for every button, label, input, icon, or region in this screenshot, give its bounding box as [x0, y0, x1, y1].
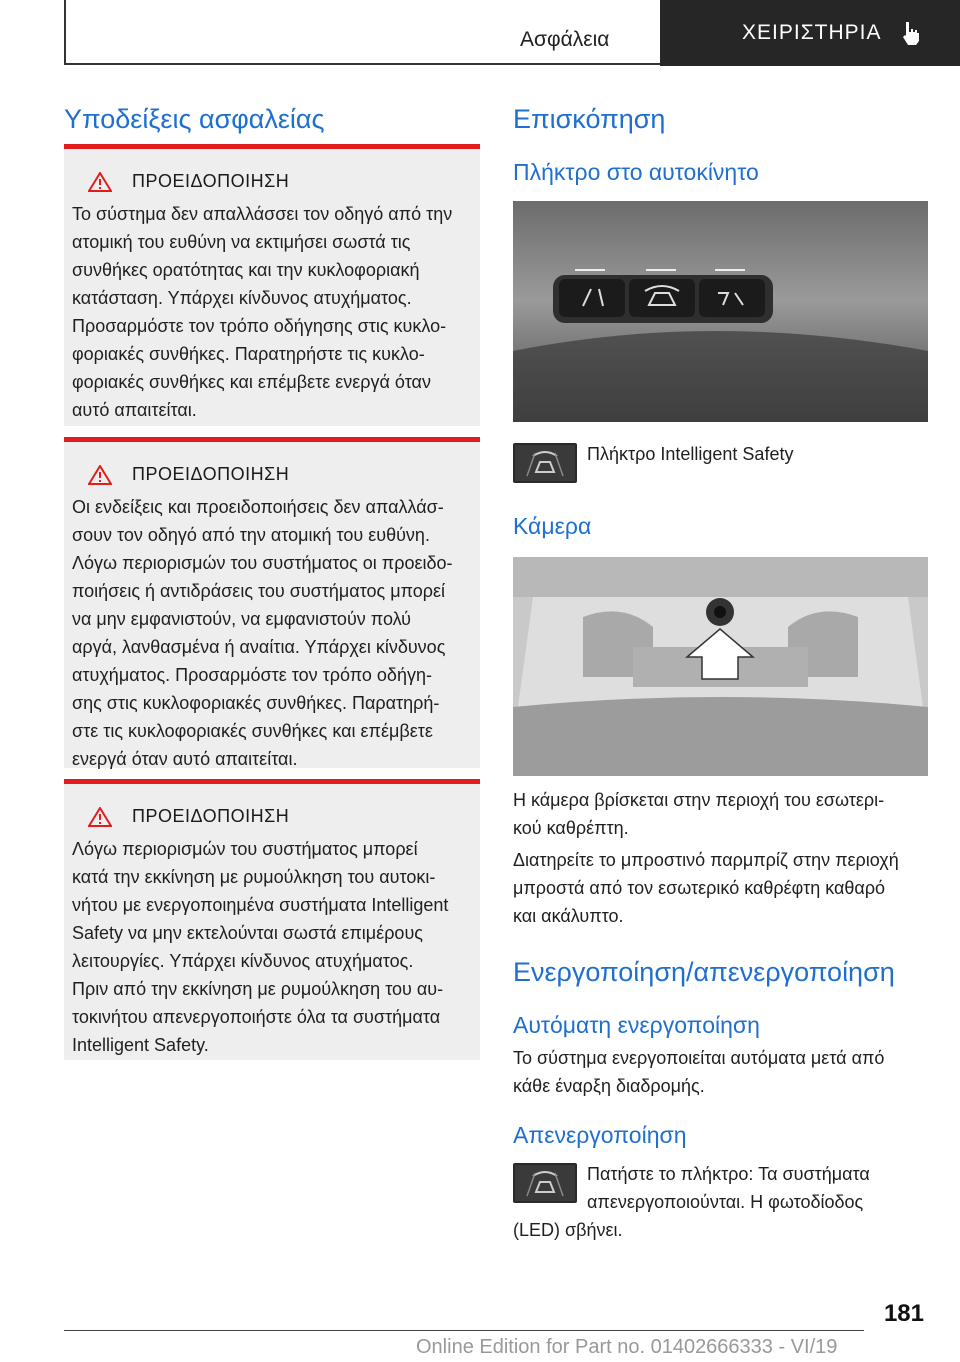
- deactivation-line: (LED) σβήνει.: [513, 1220, 623, 1240]
- left-column-title: Υποδείξεις ασφαλείας: [64, 104, 325, 134]
- warning-line: Λόγω περιορισμών του συστήματος οι προειδο-: [72, 553, 453, 573]
- camera-text-line: Η κάμερα βρίσκεται στην περιοχή του εσωτερι-: [513, 790, 885, 810]
- footer-edition: Online Edition for Part no. 01402666333 - VI/19: [416, 1336, 838, 1358]
- header-chapter-label: ΧΕΙΡΙΣΤΗΡΙΑ: [742, 21, 882, 44]
- warning-line: ποιήσεις ή αντιδράσεις του συστήματος μπορεί: [72, 581, 446, 601]
- warning-line: Πριν από την εκκίνηση με ρυμούλκηση του αυ-: [72, 979, 444, 999]
- warning-box-3: [64, 779, 480, 1060]
- button-heading: Πλήκτρο στο αυτοκίνητο: [513, 159, 759, 185]
- camera-text-line: κού καθρέπτη.: [513, 818, 629, 838]
- warning-line: νήτου με ενεργοποιημένα συστήματα Intelligent: [72, 895, 449, 915]
- page-number: 181: [883, 1300, 924, 1327]
- warning-line: ατυχήματος. Προσαρμόστε τον τρόπο οδήγη-: [72, 665, 432, 685]
- intelligent-safety-button-icon: [513, 443, 577, 483]
- camera-photo: [513, 557, 928, 776]
- auto-text-line: κάθε έναρξη διαδρομής.: [513, 1076, 705, 1096]
- warning-line: λειτουργίες. Υπάρχει κίνδυνος ατυχήματος.: [72, 951, 414, 971]
- warning-header: [72, 171, 472, 192]
- warning-triangle-icon: [88, 465, 112, 485]
- warning-line: στε τις κυκλοφοριακές συνθήκες και επέμβετε: [72, 721, 433, 741]
- hand-pointer-icon: [900, 20, 922, 46]
- warning-line: Οι ενδείξεις και προειδοποιήσεις δεν απαλλάσ-: [72, 497, 444, 517]
- warning-header: [72, 806, 472, 827]
- warning-line: Προσαρμόστε τον τρόπο οδήγησης στις κυκλο-: [72, 316, 447, 336]
- camera-text-line: και ακάλυπτο.: [513, 906, 624, 926]
- warning-line: συνθήκες ορατότητας και την κυκλοφοριακή: [72, 260, 420, 280]
- warning-triangle-icon: [88, 807, 112, 827]
- auto-heading: Αυτόματη ενεργοποίηση: [513, 1012, 760, 1038]
- warning-header: [72, 464, 472, 485]
- warning-line: αργά, λανθασμένα ή αναίτια. Υπάρχει κίνδυνος: [72, 637, 446, 657]
- overview-title: Επισκόπηση: [513, 104, 666, 134]
- warning-line: κατά την εκκίνηση με ρυμούλκηση του αυτοκι-: [72, 867, 436, 887]
- warning-label: ΠΡΟΕΙΔΟΠΟΙΗΣΗ: [132, 464, 290, 484]
- onoff-title: Ενεργοποίηση/απενεργοποίηση: [513, 957, 895, 987]
- camera-heading: Κάμερα: [513, 513, 592, 539]
- camera-text-line: Διατηρείτε το μπροστινό παρμπρίζ στην περιοχή: [513, 850, 899, 870]
- camera-text-line: μπροστά από τον εσωτερικό καθρέφτη καθαρό: [513, 878, 886, 898]
- warning-text: [72, 200, 472, 424]
- auto-text: [513, 1044, 884, 1100]
- warning-line: Το σύστημα δεν απαλλάσσει τον οδηγό από την: [72, 204, 453, 224]
- button-panel-photo: [513, 201, 928, 422]
- warning-line: φοριακές συνθήκες. Παρατηρήστε τις κυκλο-: [72, 344, 425, 364]
- warning-label: ΠΡΟΕΙΔΟΠΟΙΗΣΗ: [132, 806, 290, 826]
- warning-line: σης στις κυκλοφοριακές συνθήκες. Παρατηρή-: [72, 693, 440, 713]
- warning-line: αυτό απαιτείται.: [72, 400, 197, 420]
- button-caption: Πλήκτρο Intelligent Safety: [587, 444, 794, 464]
- warning-box-2: [64, 437, 480, 768]
- warning-line: ενεργά όταν αυτό απαιτείται.: [72, 749, 298, 769]
- warning-line: Safety να μην εκτελούνται σωστά επιμέρους: [72, 923, 423, 943]
- warning-line: Intelligent Safety.: [72, 1035, 209, 1055]
- footer-rule: [64, 1330, 864, 1331]
- auto-text-line: Το σύστημα ενεργοποιείται αυτόματα μετά από: [513, 1048, 885, 1068]
- warning-line: σουν τον οδηγό από την ατομική του ευθύνη.: [72, 525, 430, 545]
- camera-text-2: [513, 846, 899, 930]
- header-chapter-tab: [660, 0, 960, 66]
- warning-text: [72, 835, 472, 1059]
- warning-line: τοκινήτου απενεργοποιήστε όλα τα συστήματα: [72, 1007, 441, 1027]
- deactivation-line: απενεργοποιούνται. Η φωτοδίοδος: [587, 1192, 864, 1212]
- warning-line: ατομική του ευθύνη να εκτιμήσει σωστά τις: [72, 232, 411, 252]
- warning-label: ΠΡΟΕΙΔΟΠΟΙΗΣΗ: [132, 171, 290, 191]
- deactivation-line: Πατήστε το πλήκτρο: Τα συστήματα: [587, 1164, 870, 1184]
- warning-line: κατάσταση. Υπάρχει κίνδυνος ατυχήματος.: [72, 288, 412, 308]
- deactivation-heading: Απενεργοποίηση: [513, 1122, 687, 1148]
- deactivation-text: [513, 1160, 893, 1244]
- camera-text-1: [513, 786, 884, 842]
- header-rule-left: [64, 0, 66, 64]
- warning-box-1: [64, 144, 480, 426]
- warning-line: να μην εμφανιστούν, να εμφανιστούν πολύ: [72, 609, 412, 629]
- warning-line: Λόγω περιορισμών του συστήματος μπορεί: [72, 839, 418, 859]
- header-rule-bottom: [64, 63, 664, 65]
- warning-triangle-icon: [88, 172, 112, 192]
- warning-line: φοριακές συνθήκες και επέμβετε ενεργά όταν: [72, 372, 431, 392]
- header-section-title: Ασφάλεια: [520, 28, 610, 51]
- warning-text: [72, 493, 472, 773]
